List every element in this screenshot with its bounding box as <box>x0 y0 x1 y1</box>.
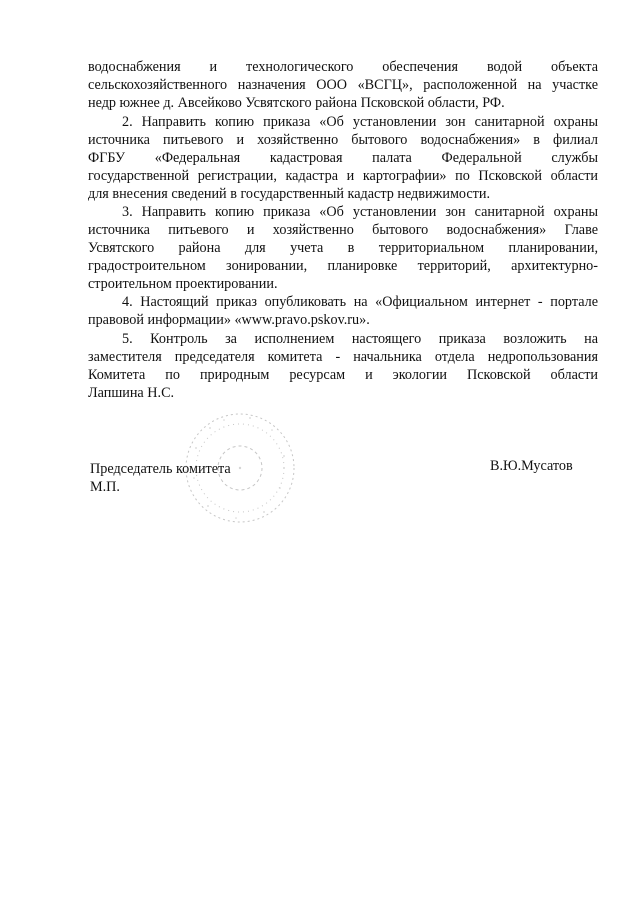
seal-mark-label: М.П. <box>90 479 120 495</box>
paragraph-3-line-4: градостроительном зонировании, планировке территорий, архитектурно- <box>88 258 598 274</box>
paragraph-5-line-4: Лапшина Н.С. <box>88 385 175 401</box>
paragraph-5-line-3: Комитета по природным ресурсам и экологии Псковской области <box>88 367 598 383</box>
paragraph-4-line-1: 4. Настоящий приказ опубликовать на «Официальном интернет - портале <box>122 294 598 310</box>
paragraph-3-line-3: Усвятского района для учета в территориальном планировании, <box>88 240 598 256</box>
paragraph-2-line-1: 2. Направить копию приказа «Об установлении зон санитарной охраны <box>122 114 598 130</box>
paragraph-2-line-2: источника питьевого и хозяйственно бытового водоснабжения» в филиал <box>88 132 598 148</box>
paragraph-3-line-5: строительном проектировании. <box>88 276 278 292</box>
paragraph-3-line-1: 3. Направить копию приказа «Об установлении зон санитарной охраны <box>122 204 598 220</box>
paragraph-2-line-5: для внесения сведений в государственный кадастр недвижимости. <box>88 186 491 202</box>
paragraph-2-line-3: ФГБУ «Федеральная кадастровая палата Федеральной службы <box>88 150 598 166</box>
paragraph-2-line-4: государственной регистрации, кадастра и картографии» по Псковской области <box>88 168 598 184</box>
signature-position-title: Председатель комитета <box>90 461 231 477</box>
paragraph-5-line-1: 5. Контроль за исполнением настоящего приказа возложить на <box>122 331 598 347</box>
paragraph-4-line-2: правовой информации» «www.pravo.pskov.ru». <box>88 312 370 328</box>
paragraph-1-line-1: водоснабжения и технологического обеспечения водой объекта <box>88 59 598 75</box>
paragraph-5-line-2: заместителя председателя комитета - начальника отдела недропользования <box>88 349 598 365</box>
signatory-name: В.Ю.Мусатов <box>490 458 573 474</box>
paragraph-1-line-2: сельскохозяйственного назначения ООО «ВСГЦ», расположенной на участке <box>88 77 598 93</box>
paragraph-1-line-3: недр южнее д. Авсейково Усвятского района Псковской области, РФ. <box>88 95 505 111</box>
paragraph-3-line-2: источника питьевого и хозяйственно бытового водоснабжения» Главе <box>88 222 598 238</box>
